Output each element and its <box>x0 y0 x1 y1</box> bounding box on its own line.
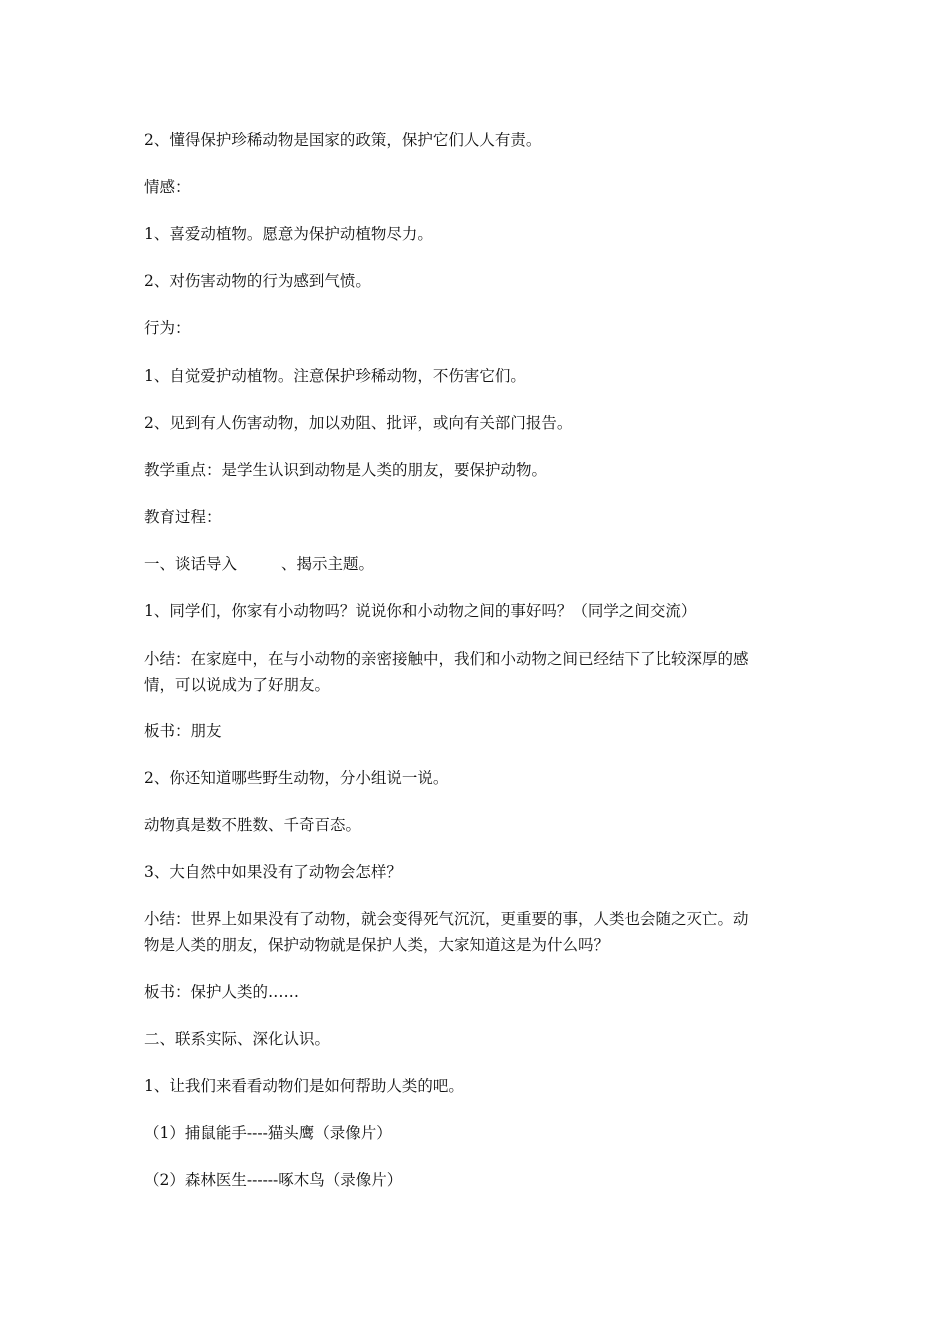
heading-section-one <box>144 552 809 576</box>
list-item-owl: （1）捕鼠能手----猫头鹰（录像片） <box>144 1124 392 1142</box>
paragraph-goal-2: 2、懂得保护珍稀动物是国家的政策，保护它们人人有责。 <box>144 131 542 149</box>
list-item-woodpecker: （2）森林医生------啄木鸟（录像片） <box>144 1171 403 1189</box>
section-one-part-a: 一、谈话导入 <box>144 555 238 573</box>
paragraph-question-1: 1、同学们，你家有小动物吗？说说你和小动物之间的事好吗？（同学之间交流） <box>144 602 697 620</box>
paragraph-summary-1-line-1: 小结：在家庭中，在与小动物的亲密接触中，我们和小动物之间已经结下了比较深厚的感 <box>144 650 749 668</box>
heading-behavior: 行为： <box>144 319 191 337</box>
paragraph-summary-2-line-1: 小结：世界上如果没有了动物，就会变得死气沉沉，更重要的事，人类也会随之灭亡。动 <box>144 910 749 928</box>
paragraph-behavior-2: 2、见到有人伤害动物，加以劝阻、批评，或向有关部门报告。 <box>144 414 573 432</box>
heading-section-two: 二、联系实际、深化认识。 <box>144 1030 331 1048</box>
paragraph-board-2: 板书：保护人类的…… <box>144 983 300 1001</box>
paragraph-animals-countless: 动物真是数不胜数、千奇百态。 <box>144 816 362 834</box>
paragraph-question-3: 3、大自然中如果没有了动物会怎样？ <box>144 863 402 881</box>
paragraph-emotion-2: 2、对伤害动物的行为感到气愤。 <box>144 272 371 290</box>
paragraph-board-1: 板书：朋友 <box>144 722 222 740</box>
paragraph-summary-2-line-2: 物是人类的朋友，保护动物就是保护人类，大家知道这是为什么吗？ <box>144 936 610 954</box>
paragraph-section-two-1: 1、让我们来看看动物们是如何帮助人类的吧。 <box>144 1077 464 1095</box>
heading-process: 教育过程： <box>144 508 222 526</box>
section-one-part-b: 、揭示主题。 <box>281 555 375 573</box>
paragraph-question-2: 2、你还知道哪些野生动物，分小组说一说。 <box>144 769 449 787</box>
paragraph-emotion-1: 1、喜爱动植物。愿意为保护动植物尽力。 <box>144 225 433 243</box>
paragraph-behavior-1: 1、自觉爱护动植物。注意保护珍稀动物，不伤害它们。 <box>144 367 526 385</box>
paragraph-summary-1-line-2: 情，可以说成为了好朋友。 <box>144 676 331 694</box>
paragraph-teaching-focus: 教学重点：是学生认识到动物是人类的朋友，要保护动物。 <box>144 461 548 479</box>
heading-emotion: 情感： <box>144 178 191 196</box>
